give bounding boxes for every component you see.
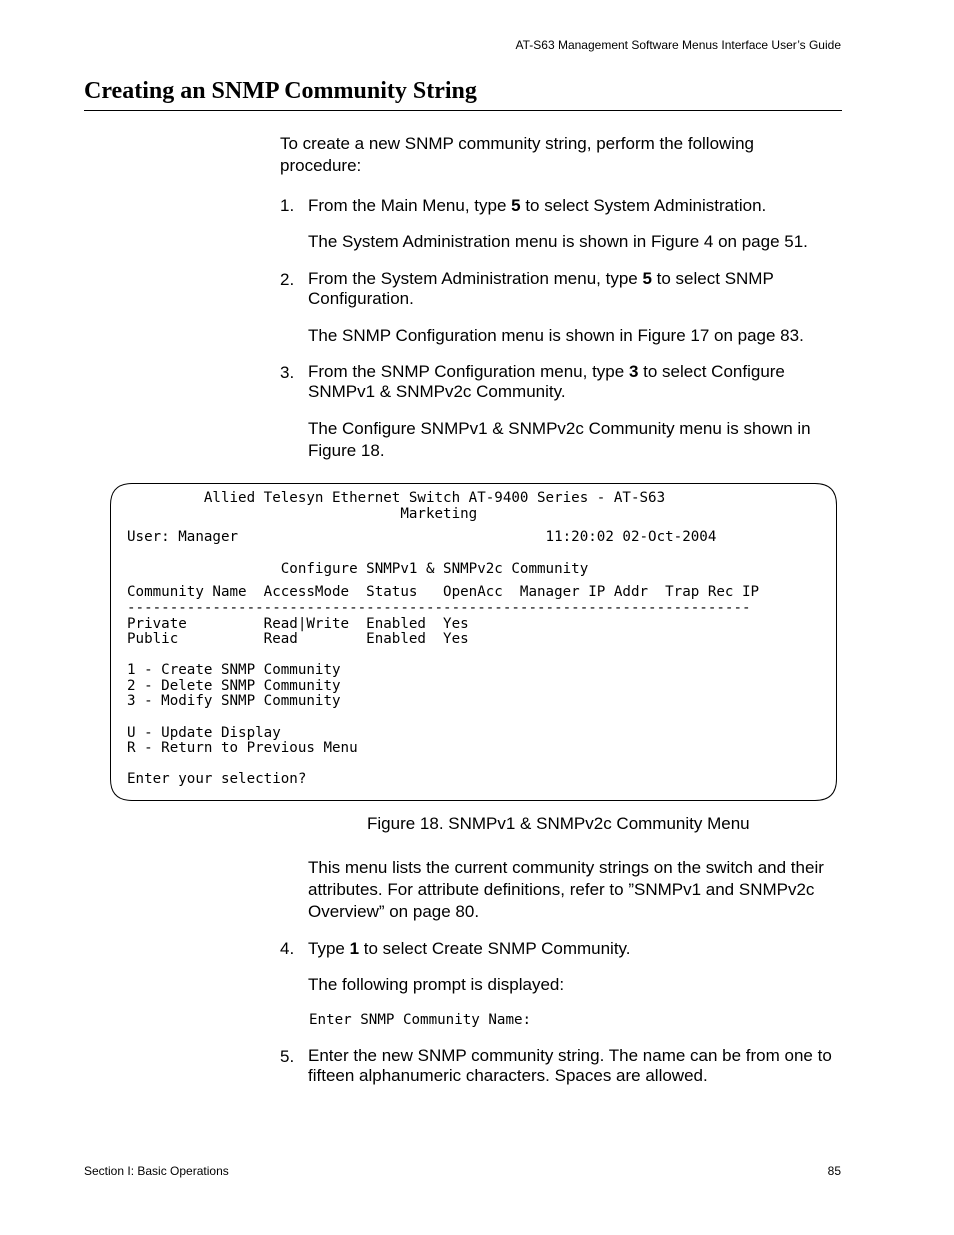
title-rule <box>84 110 842 111</box>
step-4-text: Type 1 to select Create SNMP Community. <box>308 939 631 958</box>
step-4-note: The following prompt is displayed: <box>308 975 565 994</box>
screen-option-modify: 3 - Modify SNMP Community <box>127 693 341 709</box>
step-5-text: Enter the new SNMP community string. The name can be from one to fifteen alphanumeric characters. Spaces are allowed. <box>308 1046 832 1085</box>
screen-rule: ------------------------------------------------------------------------- <box>127 600 751 616</box>
screen-option-delete: 2 - Delete SNMP Community <box>127 678 341 694</box>
after-figure-paragraph: This menu lists the current community strings on the switch and their attributes. For attribute definitions, refer to ”SNMPv1 and SNMPv2c Overview” on page 80. <box>308 858 824 921</box>
terminal-screen-figure <box>110 483 837 801</box>
running-header: AT-S63 Management Software Menus Interface User’s Guide <box>515 38 841 52</box>
intro-paragraph: To create a new SNMP community string, perform the following procedure: <box>280 134 754 175</box>
screen-option-create: 1 - Create SNMP Community <box>127 662 341 678</box>
screen-menu-title: Configure SNMPv1 & SNMPv2c Community <box>127 561 589 577</box>
step-3-text: From the SNMP Configuration menu, type 3 to select Configure SNMPv1 & SNMPv2c Community. <box>308 362 785 401</box>
step-1-number: 1. <box>280 196 295 215</box>
screen-option-update: U - Update Display <box>127 725 281 741</box>
footer-section: Section I: Basic Operations <box>84 1164 229 1178</box>
screen-title-line: Allied Telesyn Ethernet Switch AT-9400 Series - AT-S63 <box>127 490 666 506</box>
screen-row-public: Public Read Enabled Yes <box>127 631 469 647</box>
step-4-number: 4. <box>280 939 295 958</box>
community-name-prompt: Enter SNMP Community Name: <box>309 1012 532 1028</box>
step-3-note: The Configure SNMPv1 & SNMPv2c Community menu is shown in Figure 18. <box>308 419 811 460</box>
screen-option-return: R - Return to Previous Menu <box>127 740 358 756</box>
screen-user-line: User: Manager 11:20:02 02-Oct-2004 <box>127 529 717 545</box>
screen-prompt: Enter your selection? <box>127 771 307 787</box>
screen-column-headers: Community Name AccessMode Status OpenAcc Manager IP Addr Trap Rec IP <box>127 584 760 600</box>
screen-row-private: Private Read|Write Enabled Yes <box>127 616 469 632</box>
step-2-number: 2. <box>280 270 295 289</box>
step-2-text: From the System Administration menu, type 5 to select SNMP Configuration. <box>308 269 774 308</box>
screen-subtitle-line: Marketing <box>127 506 478 522</box>
page-number: 85 <box>827 1164 841 1178</box>
step-3-number: 3. <box>280 363 295 382</box>
figure-caption: Figure 18. SNMPv1 & SNMPv2c Community Menu <box>367 814 750 833</box>
step-1-note: The System Administration menu is shown in Figure 4 on page 51. <box>308 232 808 251</box>
step-5-number: 5. <box>280 1047 295 1066</box>
section-title: Creating an SNMP Community String <box>84 78 477 104</box>
step-2-note: The SNMP Configuration menu is shown in Figure 17 on page 83. <box>308 326 804 345</box>
step-1-text: From the Main Menu, type 5 to select System Administration. <box>308 196 767 215</box>
